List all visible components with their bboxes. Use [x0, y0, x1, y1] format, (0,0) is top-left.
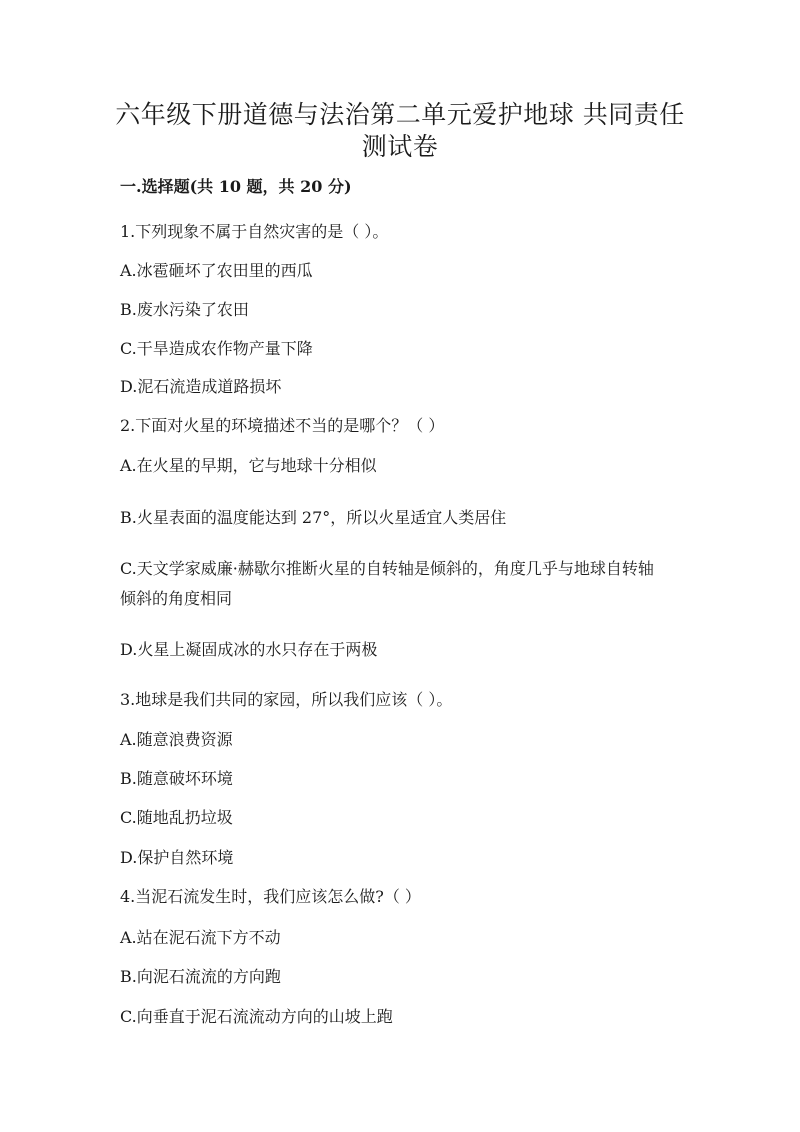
question-3-option-b: B.随意破坏环境: [120, 769, 233, 788]
question-3-option-a: A.随意浪费资源: [120, 730, 233, 749]
question-2-option-b: B.火星表面的温度能达到 27°，所以火星适宜人类居住: [120, 508, 507, 527]
question-4-option-b: B.向泥石流流的方向跑: [120, 967, 281, 986]
question-2-option-c: C.天文学家威廉·赫歇尔推断火星的自转轴是倾斜的，角度几乎与地球自转轴: [120, 559, 654, 578]
question-4-option-c: C.向垂直于泥石流流动方向的山坡上跑: [120, 1007, 393, 1026]
section-heading: 一.选择题(共 10 题，共 20 分): [120, 177, 352, 196]
question-3-option-c: C.随地乱扔垃圾: [120, 808, 233, 827]
question-3-option-d: D.保护自然环境: [120, 848, 234, 867]
question-1-option-c: C.干旱造成农作物产量下降: [120, 339, 313, 358]
question-3-stem: 3.地球是我们共同的家园，所以我们应该（ ）。: [120, 690, 453, 709]
question-2-option-a: A.在火星的早期，它与地球十分相似: [120, 456, 377, 475]
page-title-line-1: 六年级下册道德与法治第二单元爱护地球 共同责任: [115, 100, 685, 129]
question-1-stem: 1.下列现象不属于自然灾害的是（ ）。: [120, 222, 389, 241]
question-1-option-d: D.泥石流造成道路损坏: [120, 377, 282, 396]
question-1-option-a: A.冰雹砸坏了农田里的西瓜: [120, 261, 313, 280]
question-2-stem: 2.下面对火星的环境描述不当的是哪个？（ ）: [120, 416, 445, 435]
question-4-stem: 4.当泥石流发生时，我们应该怎么做?（ ）: [120, 887, 421, 906]
question-1-option-b: B.废水污染了农田: [120, 300, 249, 319]
question-2-option-d: D.火星上凝固成冰的水只存在于两极: [120, 640, 378, 659]
question-4-option-a: A.站在泥石流下方不动: [120, 928, 281, 947]
question-2-option-c-continued: 倾斜的角度相同: [120, 589, 233, 608]
page-title-line-2: 测试卷: [361, 132, 439, 161]
